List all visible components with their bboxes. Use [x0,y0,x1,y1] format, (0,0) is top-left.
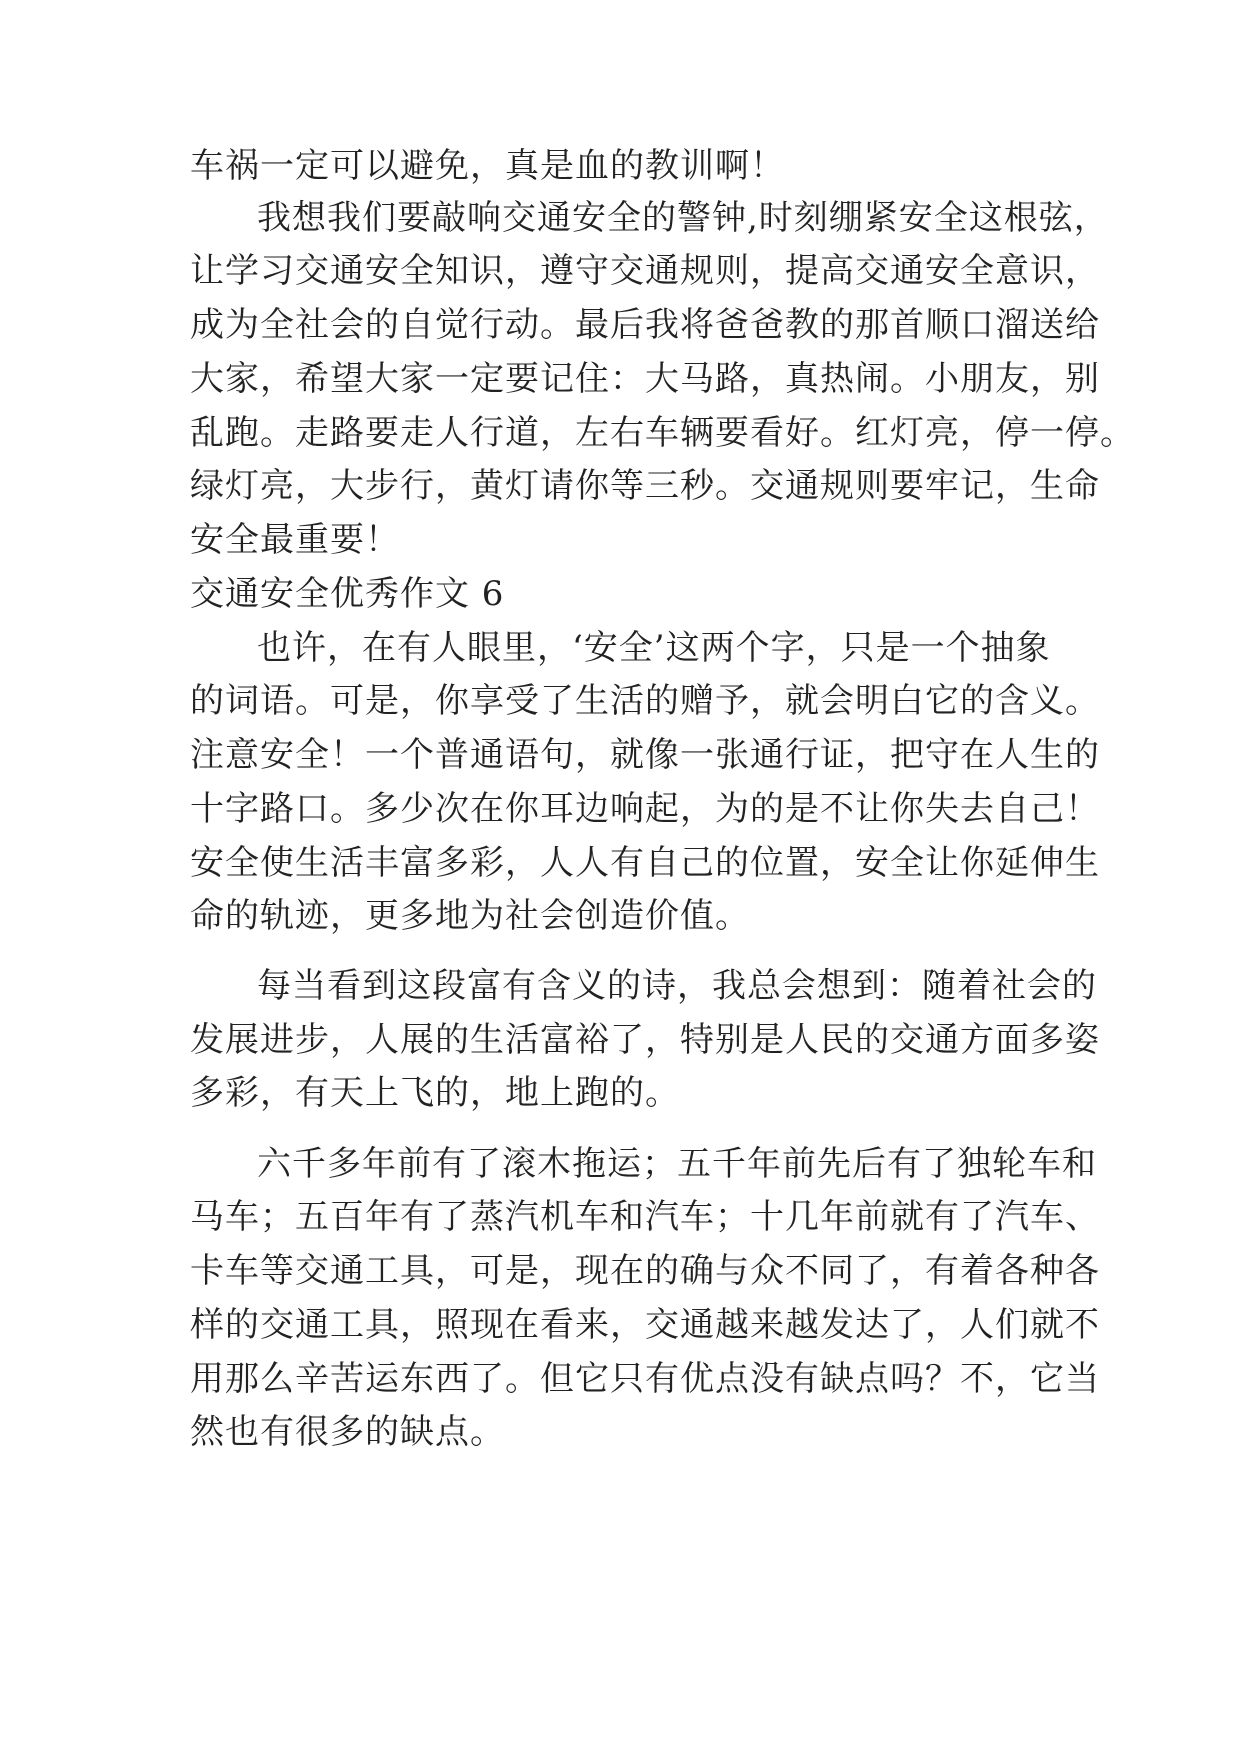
text-line: 安全使生活丰富多彩，人人有自己的位置，安全让你延伸生 [190,843,1100,883]
text-line: 让学习交通安全知识，遵守交通规则，提高交通安全意识， [190,251,1100,291]
text-line: 成为全社会的自觉行动。最后我将爸爸教的那首顺口溜送给 [190,305,1100,345]
text-line: 马车；五百年有了蒸汽机车和汽车；十几年前就有了汽车、 [190,1197,1100,1237]
text-line: 多彩，有天上飞的，地上跑的。 [190,1073,680,1113]
text-line: 发展进步，人展的生活富裕了，特别是人民的交通方面多姿 [190,1020,1100,1060]
text-line: 十字路口。多少次在你耳边响起，为的是不让你失去自己！ [190,789,1100,829]
text-line: 乱跑。走路要走人行道，左右车辆要看好。红灯亮，停一停。 [190,413,1135,453]
text-line: 然也有很多的缺点。 [190,1412,505,1452]
text-line: 命的轨迹，更多地为社会创造价值。 [190,896,750,936]
text-line: 样的交通工具，照现在看来，交通越来越发达了，人们就不 [190,1305,1100,1345]
text-line: 大家，希望大家一定要记住：大马路，真热闹。小朋友，别 [190,359,1100,399]
text-line: 我想我们要敲响交通安全的警钟,时刻绷紧安全这根弦， [257,198,1109,238]
text-line: 的词语。可是，你享受了生活的赠予，就会明白它的含义。 [190,681,1100,721]
text-line: 用那么辛苦运东西了。但它只有优点没有缺点吗？不，它当 [190,1359,1100,1399]
section-title: 交通安全优秀作文 6 [190,574,505,614]
text-line: 车祸一定可以避免，真是血的教训啊！ [190,146,785,186]
text-line: 绿灯亮，大步行，黄灯请你等三秒。交通规则要牢记，生命 [190,466,1100,506]
text-line: 六千多年前有了滚木拖运；五千年前先后有了独轮车和 [257,1144,1097,1184]
text-line: 卡车等交通工具，可是，现在的确与众不同了，有着各种各 [190,1251,1100,1291]
text-line: 每当看到这段富有含义的诗，我总会想到：随着社会的 [257,966,1097,1006]
text-line: 安全最重要！ [190,520,400,560]
text-line: 也许，在有人眼里，‘安全’这两个字，只是一个抽象 [257,628,1051,668]
text-line: 注意安全！一个普通语句，就像一张通行证，把守在人生的 [190,735,1100,775]
